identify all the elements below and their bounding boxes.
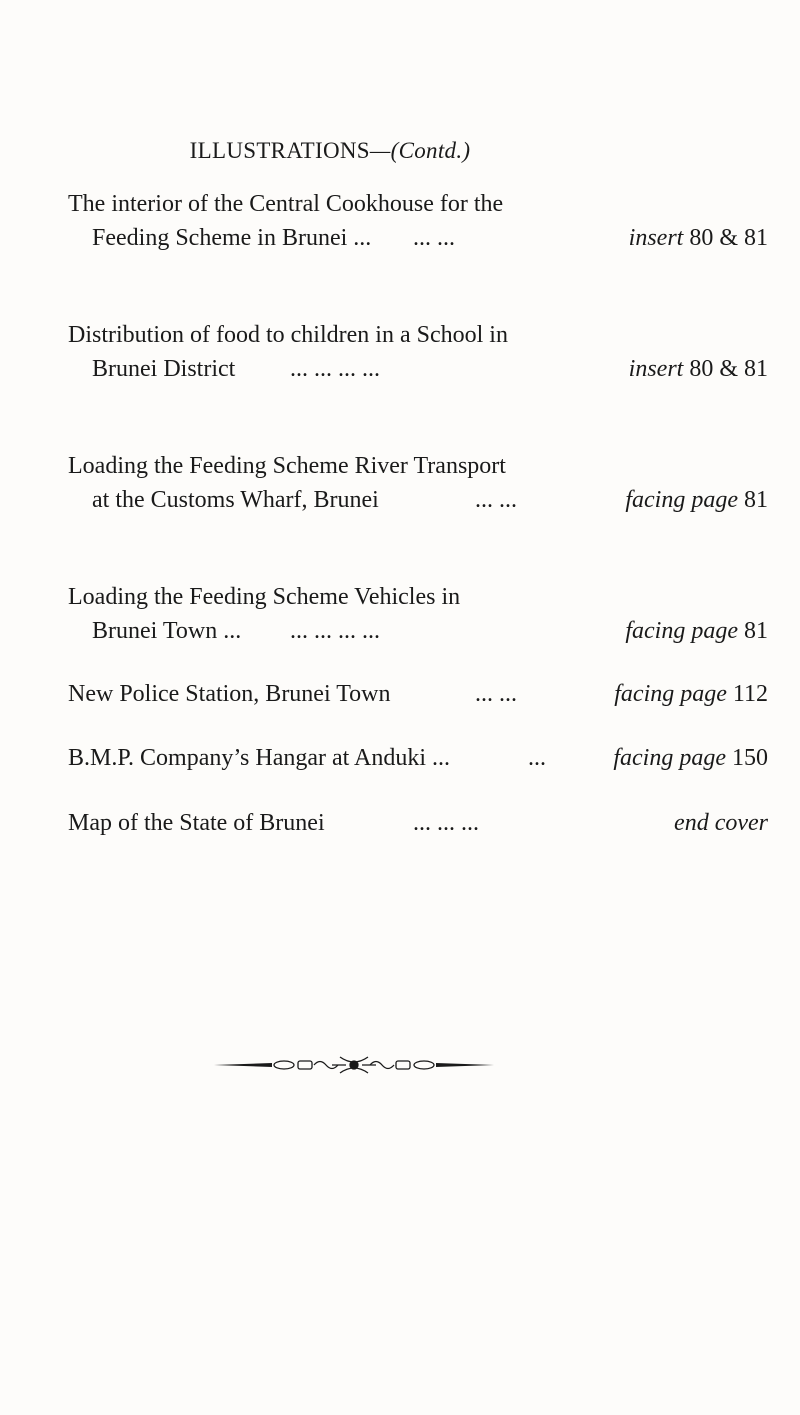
leader-dots: ... ... [475, 681, 517, 707]
leader-dots: ... [528, 745, 546, 771]
page-ref [613, 741, 768, 775]
page-title [0, 138, 660, 164]
leader-dots: ... ... [413, 225, 455, 251]
ornament-divider-icon [212, 1052, 496, 1078]
page-ref-number: 81 [744, 618, 768, 644]
page-ref-number: 81 [744, 487, 768, 513]
page-ref-number: 80 & 81 [689, 356, 768, 382]
entry-title: B.M.P. Company’s Hangar at Anduki ... [68, 745, 450, 771]
illustration-entry [68, 187, 768, 255]
illustration-entry [68, 741, 768, 775]
page-ref-number: 112 [732, 681, 768, 707]
page-title-main: ILLUSTRATIONS [189, 138, 370, 163]
page-ref-type: end cover [674, 810, 768, 836]
entry-line [68, 352, 768, 386]
entry-line [68, 449, 768, 483]
page-ref-number: 80 & 81 [689, 225, 768, 251]
entry-title: Distribution of food to children in a School in [68, 322, 508, 348]
entry-title: Loading the Feeding Scheme River Transport [68, 453, 506, 479]
entry-line [68, 187, 768, 221]
entry-title: Map of the State of Brunei [68, 810, 325, 836]
entry-title-cont: Feeding Scheme in Brunei ... [92, 225, 372, 251]
leader-dots: ... ... ... ... [290, 618, 380, 644]
entry-line [68, 614, 768, 648]
page-ref [614, 677, 768, 711]
page-ref [625, 483, 768, 517]
entry-line [68, 221, 768, 255]
page-ref-type: insert [628, 225, 684, 251]
page-ref [674, 806, 768, 840]
entry-line [68, 580, 768, 614]
page-ref-type: facing page [614, 681, 727, 707]
entry-title-cont: Brunei Town ... [92, 618, 242, 644]
page-ref [629, 221, 768, 255]
entry-title: New Police Station, Brunei Town [68, 681, 391, 707]
page-ref-number: 150 [732, 745, 768, 771]
entry-line [68, 806, 768, 840]
page-ref-type: facing page [625, 618, 738, 644]
page-ref-type: insert [628, 356, 684, 382]
entry-line [68, 483, 768, 517]
page-ref [625, 614, 768, 648]
entry-title: The interior of the Central Cookhouse for the [68, 191, 504, 217]
page-title-contd: —(Contd.) [369, 138, 471, 163]
entry-title-cont: Brunei District [92, 356, 236, 382]
leader-dots: ... ... [475, 487, 517, 513]
leader-dots: ... ... ... [413, 810, 479, 836]
entry-line [68, 677, 768, 711]
illustration-entry [68, 318, 768, 386]
leader-dots: ... ... ... ... [290, 356, 380, 382]
page-ref [629, 352, 768, 386]
entry-title: Loading the Feeding Scheme Vehicles in [68, 584, 461, 610]
illustration-entry [68, 449, 768, 517]
entry-title-cont: at the Customs Wharf, Brunei [92, 487, 379, 513]
illustration-entry [68, 806, 768, 840]
illustration-entry [68, 677, 768, 711]
entry-line [68, 318, 768, 352]
page-ref-type: facing page [613, 745, 726, 771]
entry-line [68, 741, 768, 775]
illustration-entry [68, 580, 768, 648]
page-ref-type: facing page [625, 487, 738, 513]
